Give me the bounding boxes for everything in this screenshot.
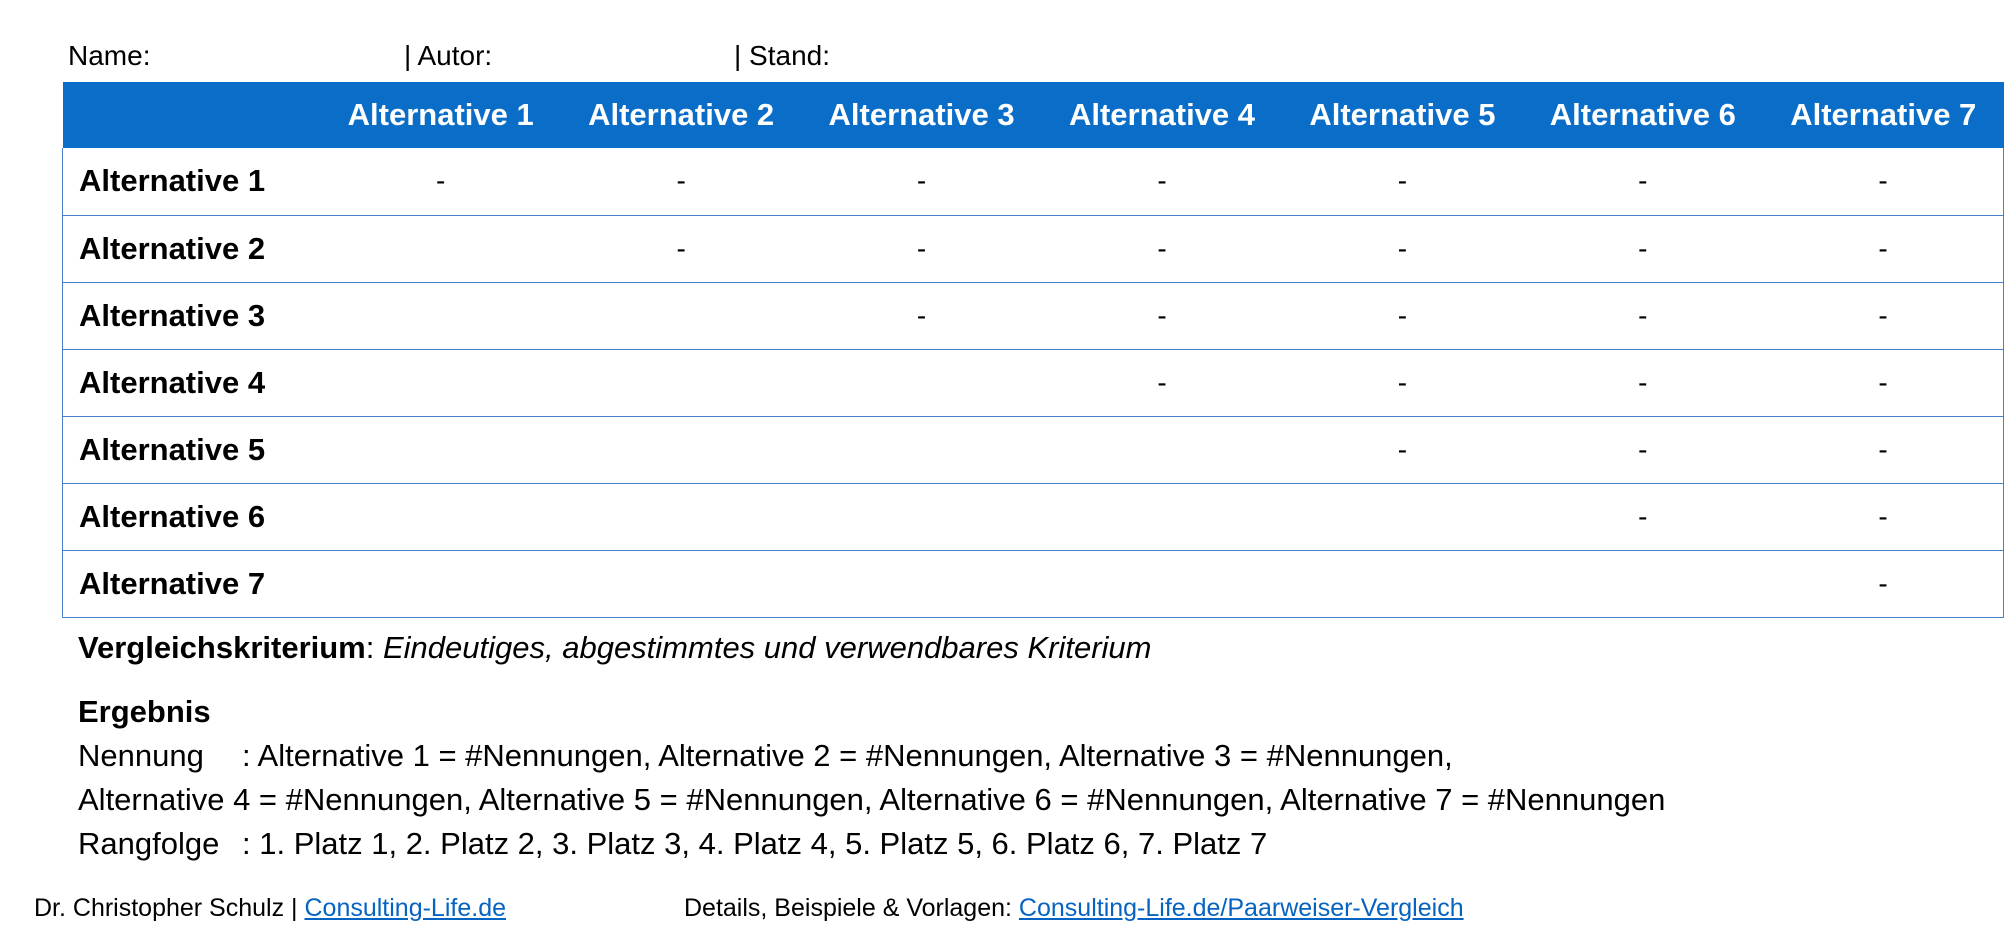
matrix-cell[interactable]: - (1638, 433, 1648, 465)
criterion-value: Eindeutiges, abgestimmtes und verwendbares Kriterium (382, 630, 1152, 665)
footer-author (34, 890, 506, 926)
matrix-cell[interactable]: - (1638, 299, 1648, 331)
matrix-cell[interactable] (321, 282, 561, 349)
matrix-cell[interactable]: - (1638, 232, 1648, 264)
matrix-cell[interactable]: - (1397, 433, 1408, 465)
matrix-row (63, 148, 2004, 215)
nennung-line-1 (78, 734, 1665, 778)
matrix-cell[interactable]: - (1878, 567, 1888, 599)
matrix-cell[interactable]: - (1397, 299, 1408, 331)
autor-label: | Autor: (404, 40, 493, 71)
matrix-cell[interactable]: - (1638, 500, 1648, 532)
matrix-cell[interactable] (1042, 416, 1282, 483)
matrix-cell[interactable]: - (1397, 232, 1408, 264)
matrix-cell[interactable] (561, 282, 801, 349)
footer-author-link[interactable]: Consulting-Life.de (304, 894, 506, 922)
matrix-cell[interactable] (561, 550, 801, 617)
matrix-cell[interactable]: - (916, 165, 927, 197)
footer-details (684, 890, 1464, 926)
matrix-row (63, 349, 2004, 416)
column-header: Alternative 6 (1549, 97, 1736, 132)
matrix-cell[interactable] (321, 215, 561, 282)
column-header: Alternative 3 (828, 97, 1015, 132)
matrix-cell[interactable]: - (1157, 366, 1167, 398)
column-header: Alternative 4 (1068, 97, 1256, 132)
footer-details-label: Details, Beispiele & Vorlagen: (684, 894, 1019, 922)
name-label: Name: (68, 40, 151, 71)
rangfolge-label: Rangfolge (78, 826, 220, 861)
matrix-cell[interactable] (1523, 550, 1763, 617)
footer-details-link[interactable]: Consulting-Life.de/Paarweiser-Vergleich (1018, 894, 1464, 922)
row-header: Alternative 5 (79, 431, 266, 467)
row-header: Alternative 1 (79, 163, 266, 199)
matrix-cell[interactable]: - (916, 299, 927, 331)
criterion-label: Vergleichskriterium (78, 630, 366, 665)
matrix-row (63, 550, 2004, 617)
matrix-cell[interactable]: - (1878, 366, 1888, 398)
row-header: Alternative 4 (79, 364, 266, 400)
matrix-cell[interactable] (801, 483, 1041, 550)
matrix-cell[interactable] (1042, 483, 1282, 550)
row-header: Alternative 2 (79, 230, 266, 266)
matrix-cell[interactable]: - (1397, 366, 1408, 398)
matrix-cell[interactable] (321, 349, 561, 416)
footer-author-text: Dr. Christopher Schulz | (34, 894, 305, 922)
rangfolge-value: : 1. Platz 1, 2. Platz 2, 3. Platz 3, 4. Platz 4, 5. Platz 5, 6. Platz 6, 7. Platz 7 (242, 826, 1268, 861)
matrix-cell[interactable]: - (1878, 299, 1888, 331)
matrix-cell[interactable] (561, 349, 801, 416)
matrix-cell[interactable]: - (1638, 165, 1648, 197)
document-meta-line (68, 36, 831, 76)
matrix-cell[interactable]: - (1157, 299, 1167, 331)
matrix-cell[interactable] (1282, 550, 1522, 617)
column-header: Alternative 7 (1790, 97, 1977, 132)
matrix-header-row (63, 82, 2004, 148)
matrix-cell[interactable] (801, 349, 1041, 416)
matrix-cell[interactable]: - (1878, 500, 1888, 532)
matrix-row (63, 483, 2004, 550)
column-header: Alternative 2 (588, 97, 775, 132)
pairwise-comparison-matrix (62, 82, 2004, 618)
matrix-cell[interactable]: - (676, 232, 686, 264)
rangfolge-line (78, 822, 1665, 866)
nennung-line-2: Alternative 4 = #Nennungen, Alternative 5 = #Nennungen, Alternative 6 = #Nennungen, Alternative 7 = #Nennungen (78, 782, 1666, 817)
matrix-cell[interactable]: - (1638, 366, 1648, 398)
column-header: Alternative 5 (1309, 97, 1496, 132)
matrix-cell[interactable]: - (1157, 165, 1167, 197)
matrix-cell[interactable]: - (436, 165, 446, 197)
matrix-row (63, 215, 2004, 282)
row-header: Alternative 3 (79, 297, 266, 333)
matrix-row (63, 282, 2004, 349)
matrix-row (63, 416, 2004, 483)
matrix-cell[interactable] (561, 416, 801, 483)
matrix-cell[interactable]: - (1878, 433, 1888, 465)
matrix-cell[interactable] (801, 416, 1041, 483)
result-section (78, 690, 1665, 866)
matrix-cell[interactable] (1282, 483, 1522, 550)
matrix-cell[interactable] (1042, 550, 1282, 617)
column-header: Alternative 1 (347, 97, 534, 132)
matrix-cell[interactable] (321, 483, 561, 550)
matrix-cell[interactable] (321, 550, 561, 617)
matrix-cell[interactable]: - (1397, 165, 1408, 197)
matrix-cell[interactable]: - (1878, 232, 1888, 264)
result-heading: Ergebnis (78, 694, 211, 729)
matrix-cell[interactable] (561, 483, 801, 550)
matrix-cell[interactable]: - (916, 232, 927, 264)
nennung-label: Nennung (78, 738, 204, 773)
row-header: Alternative 7 (79, 565, 266, 601)
matrix-cell[interactable]: - (676, 165, 686, 197)
matrix-corner-cell (63, 82, 321, 148)
comparison-criterion (78, 626, 1151, 670)
matrix-cell[interactable]: - (1878, 165, 1888, 197)
matrix-cell[interactable] (801, 550, 1041, 617)
row-header: Alternative 6 (79, 498, 266, 534)
nennung-value-1: : Alternative 1 = #Nennungen, Alternative 2 = #Nennungen, Alternative 3 = #Nennungen, (242, 738, 1453, 773)
matrix-cell[interactable] (321, 416, 561, 483)
stand-label: | Stand: (734, 40, 831, 71)
matrix-cell[interactable]: - (1157, 232, 1167, 264)
criterion-separator: : (365, 630, 383, 665)
